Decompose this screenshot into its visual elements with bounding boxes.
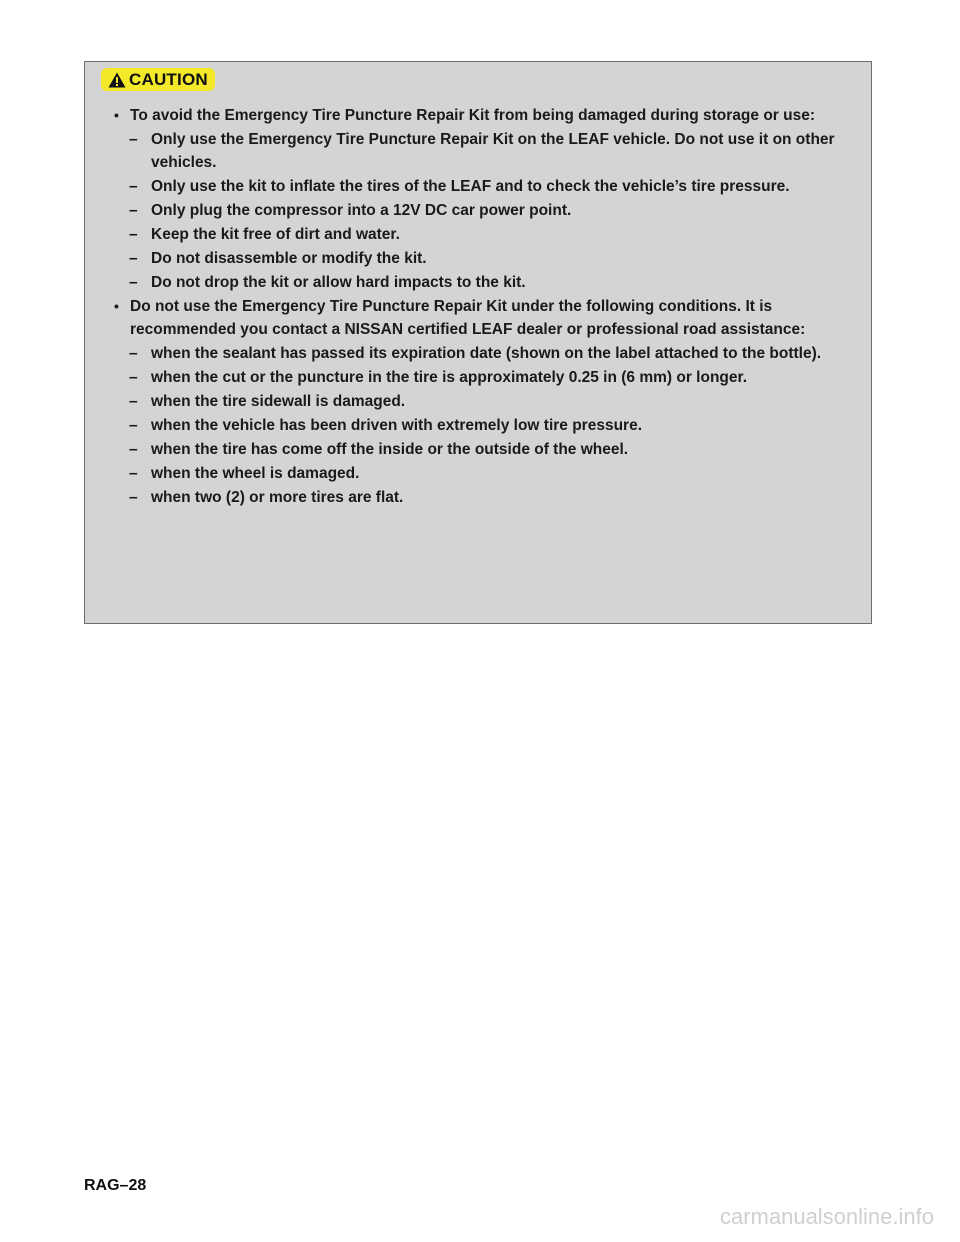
caution-subitem <box>85 199 871 222</box>
dash-mark: – <box>129 465 138 482</box>
caution-badge <box>101 68 215 91</box>
dash-mark: – <box>129 178 138 195</box>
bullet-text: Do not use the Emergency Tire Puncture Repair Kit under the following conditions. It is recommended you contact a NISSAN certified LEAF dealer or professional road assistance: <box>130 298 806 338</box>
dash-mark: – <box>129 345 138 362</box>
caution-label: CAUTION <box>129 69 208 89</box>
subitem-text: Only plug the compressor into a 12V DC car power point. <box>151 202 572 219</box>
subitem-text: when the tire has come off the inside or the outside of the wheel. <box>151 441 629 458</box>
caution-subitem <box>85 366 871 389</box>
dash-mark: – <box>129 417 138 434</box>
watermark: carmanualsonline.info <box>719 1204 934 1229</box>
caution-subitem <box>85 390 871 413</box>
caution-subitem <box>85 271 871 294</box>
caution-subitem <box>85 486 871 509</box>
subitem-text: when the wheel is damaged. <box>151 465 360 482</box>
caution-bullet <box>85 104 871 127</box>
dash-mark: – <box>129 489 138 506</box>
bullet-text: To avoid the Emergency Tire Puncture Repair Kit from being damaged during storage or use: <box>130 107 815 124</box>
caution-subitem <box>85 128 871 174</box>
caution-subitem <box>85 462 871 485</box>
dash-mark: – <box>129 202 138 219</box>
caution-subitem <box>85 342 871 365</box>
subitem-text: Do not drop the kit or allow hard impacts to the kit. <box>151 274 526 291</box>
caution-subitem <box>85 414 871 437</box>
subitem-text: Do not disassemble or modify the kit. <box>151 250 427 267</box>
subitem-text: when two (2) or more tires are flat. <box>151 489 404 506</box>
dash-mark: – <box>129 250 138 267</box>
subitem-text: when the cut or the puncture in the tire is approximately 0.25 in (6 mm) or longer. <box>151 369 748 386</box>
caution-items <box>85 104 871 510</box>
dash-mark: – <box>129 131 138 148</box>
bullet-mark: • <box>114 107 119 123</box>
dash-mark: – <box>129 393 138 410</box>
dash-mark: – <box>129 226 138 243</box>
subitem-text: Keep the kit free of dirt and water. <box>151 226 400 243</box>
bullet-mark: • <box>114 298 119 314</box>
caution-subitem <box>85 175 871 198</box>
subitem-text: Only use the kit to inflate the tires of the LEAF and to check the vehicle’s tire pressure. <box>151 178 790 195</box>
dash-mark: – <box>129 441 138 458</box>
dash-mark: – <box>129 274 138 291</box>
warning-triangle-icon <box>108 72 126 88</box>
subitem-text: when the vehicle has been driven with extremely low tire pressure. <box>151 417 643 434</box>
dash-mark: – <box>129 369 138 386</box>
caution-bullet <box>85 295 871 341</box>
caution-subitem <box>85 247 871 270</box>
caution-subitem <box>85 438 871 461</box>
caution-subitem <box>85 223 871 246</box>
subitem-text: when the tire sidewall is damaged. <box>151 393 406 410</box>
subitem-text: Only use the Emergency Tire Puncture Repair Kit on the LEAF vehicle. Do not use it on other vehicles. <box>151 131 835 171</box>
subitem-text: when the sealant has passed its expiration date (shown on the label attached to the bottle). <box>151 345 822 362</box>
page-code: RAG–28 <box>84 1177 147 1194</box>
caution-box <box>84 61 872 624</box>
